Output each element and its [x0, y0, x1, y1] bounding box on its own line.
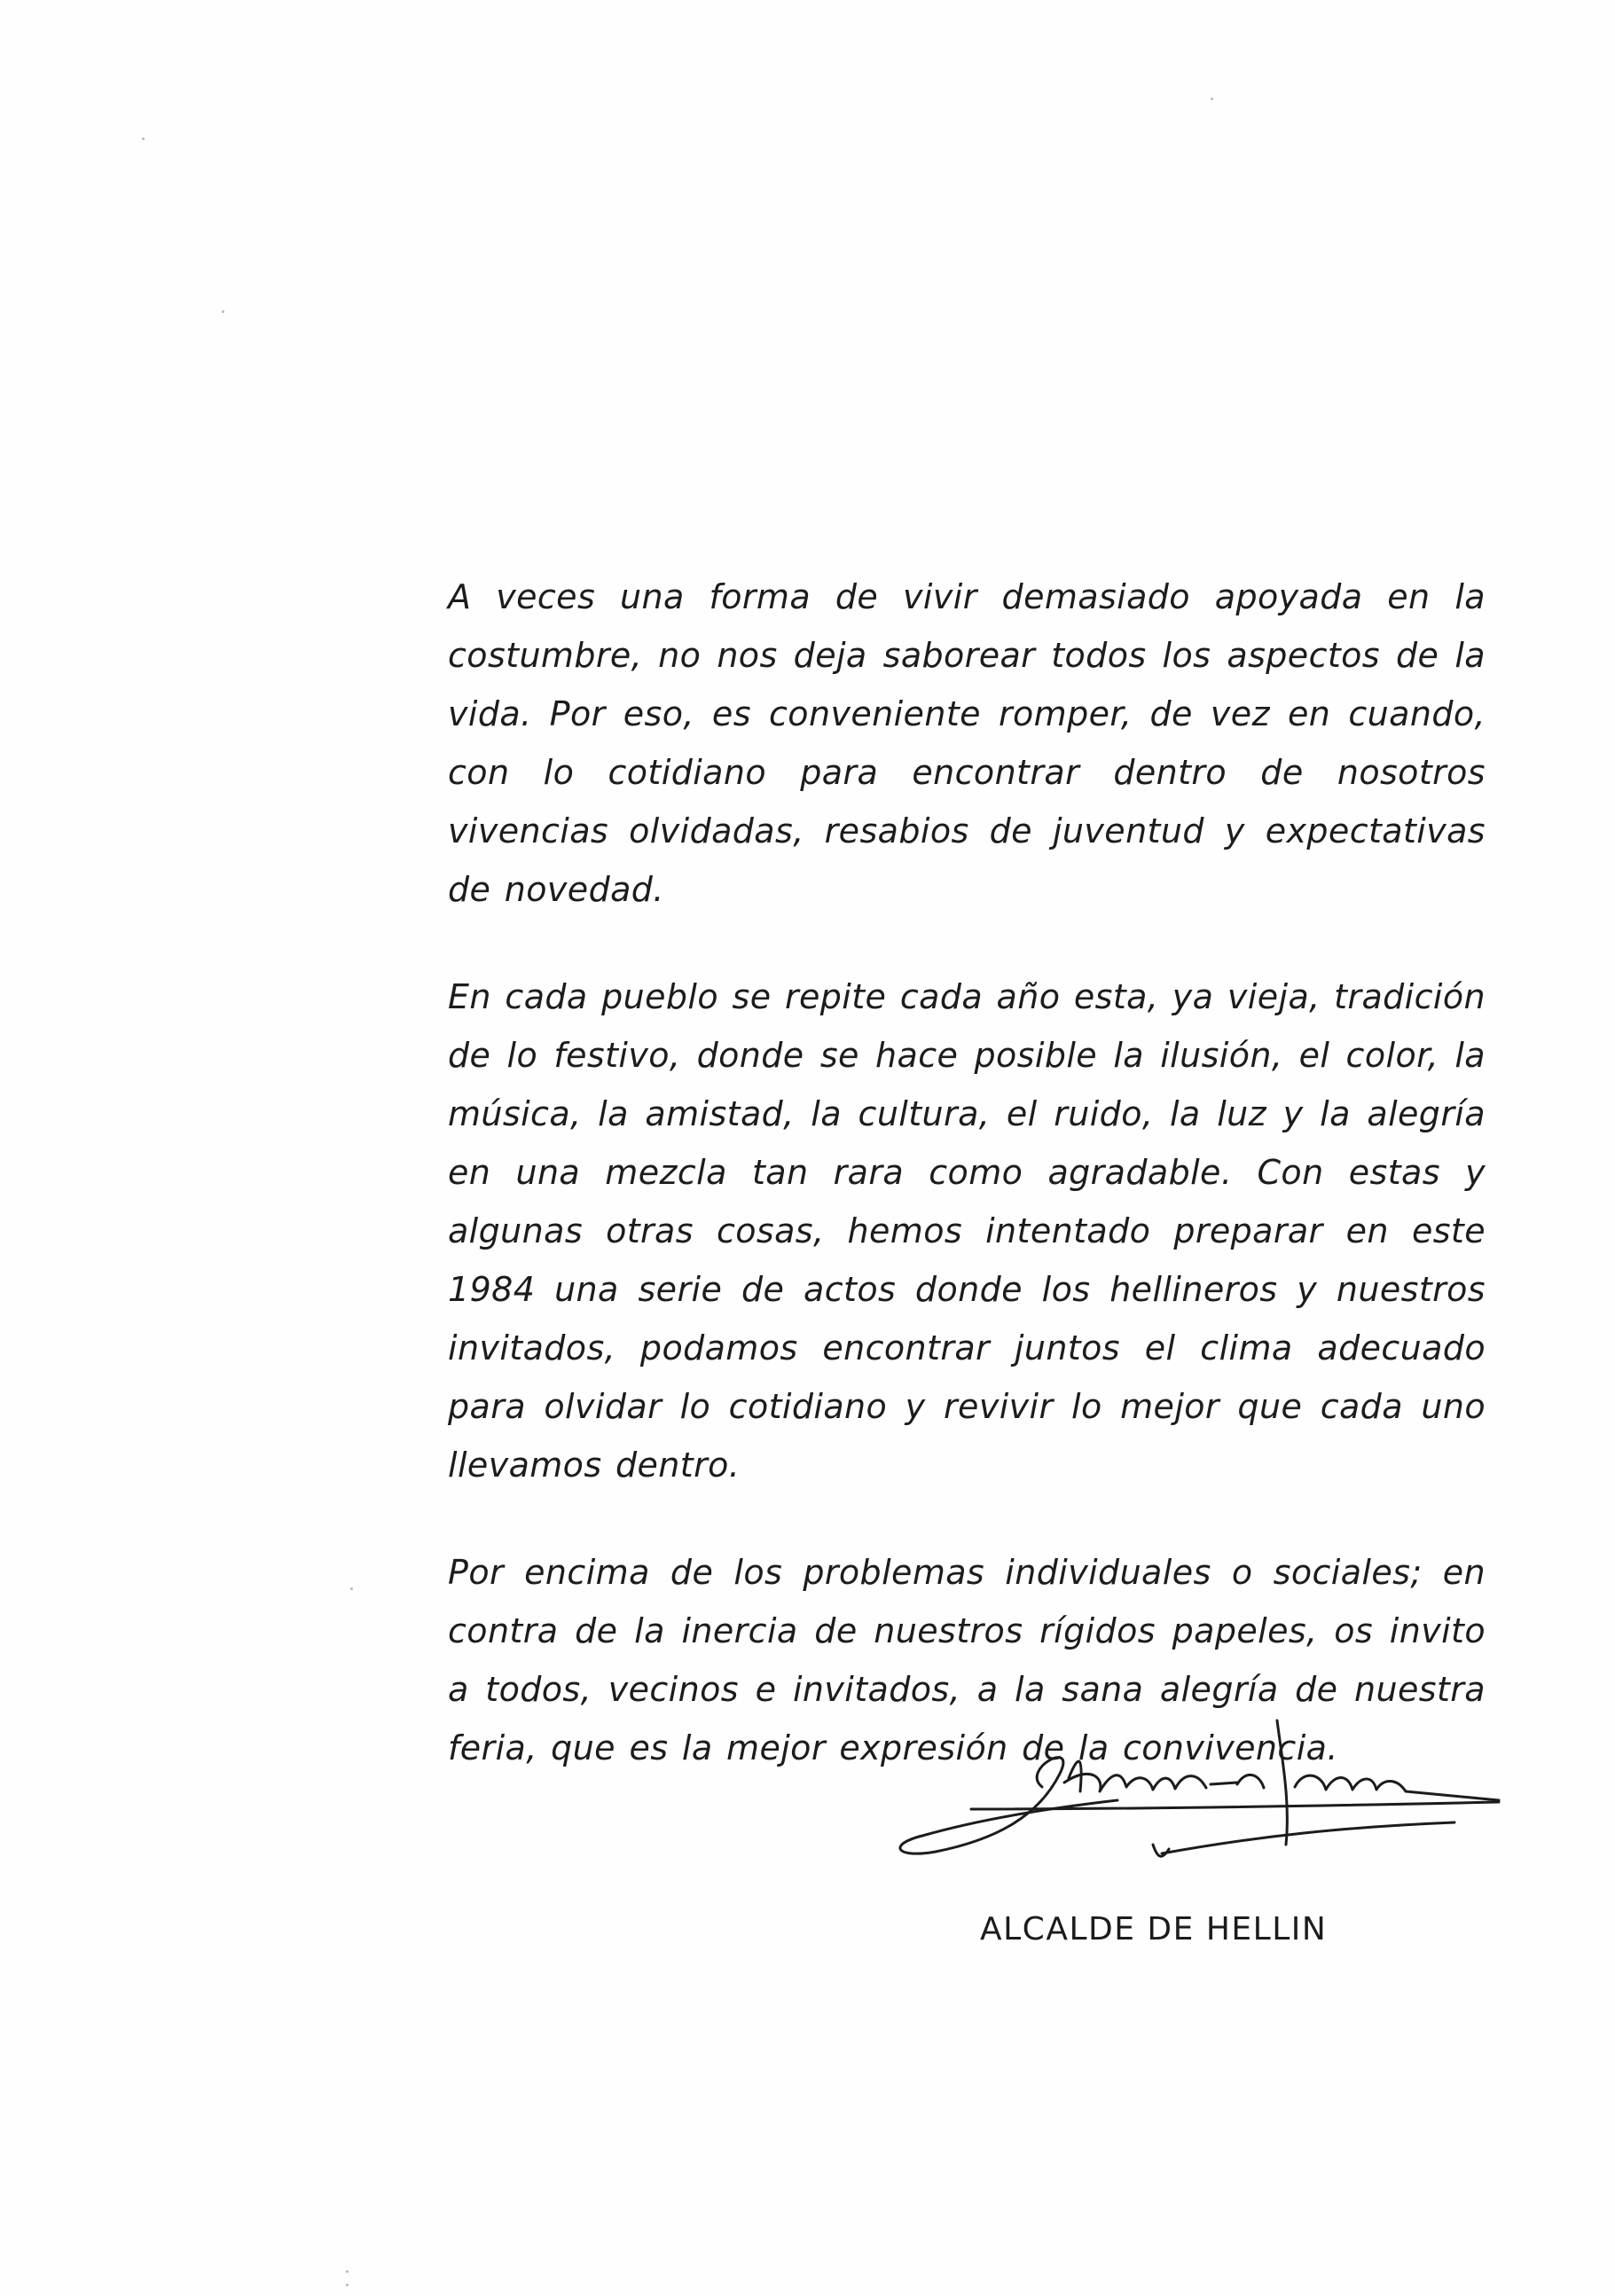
signature-stroke-tall	[1277, 1720, 1287, 1845]
paragraph-3: Por encima de los problemas individuales o sociales; en contra de la inercia de nuestros rígidos papeles, os invito a todos, vecinos e invitados, a la sana alegría de nuestra feria, que es la mejor expresión de la convivencia.	[448, 1553, 1486, 1767]
signature	[887, 1703, 1508, 1871]
scan-speck	[350, 1587, 353, 1590]
letter-body	[448, 568, 1486, 1826]
scan-speck	[346, 2270, 349, 2273]
signature-stroke-base	[971, 1802, 1499, 1809]
signatory-title: ALCALDE DE HELLIN	[980, 1911, 1328, 1947]
paragraph-1: A veces una forma de vivir demasiado apoyada en la costumbre, no nos deja saborear todos los aspectos de la vida. Por eso, es conveniente romper, de vez en cuando, con lo cotidiano para encontrar dentro de nosotros vivencias olvidadas, resabios de juventud y expectativas de novedad.	[448, 577, 1486, 909]
paragraph-2: En cada pueblo se repite cada año esta, ya vieja, tradición de lo festivo, donde se hace posible la ilusión, el color, la música, la amistad, la cultura, el ruido, la luz y la alegría en una mezcla tan rara como agradable. Con estas y algunas otras cosas, hemos intentado preparar en este 1984 una serie de actos donde los hellineros y nuestros invitados, podamos encontrar juntos el clima adecuado para olvidar lo cotidiano y revivir lo mejor que cada uno llevamos dentro.	[448, 977, 1486, 1485]
signature-stroke-small	[1153, 1845, 1169, 1856]
scan-speck	[1211, 98, 1213, 100]
scan-speck	[142, 137, 145, 140]
scan-speck	[346, 2284, 349, 2286]
scan-speck	[222, 310, 224, 313]
signature-stroke-swash	[1162, 1822, 1454, 1853]
signature-stroke-trailing	[1295, 1775, 1499, 1800]
signature-stroke-letters	[1064, 1761, 1264, 1791]
signature-stroke-initial	[900, 1758, 1117, 1853]
